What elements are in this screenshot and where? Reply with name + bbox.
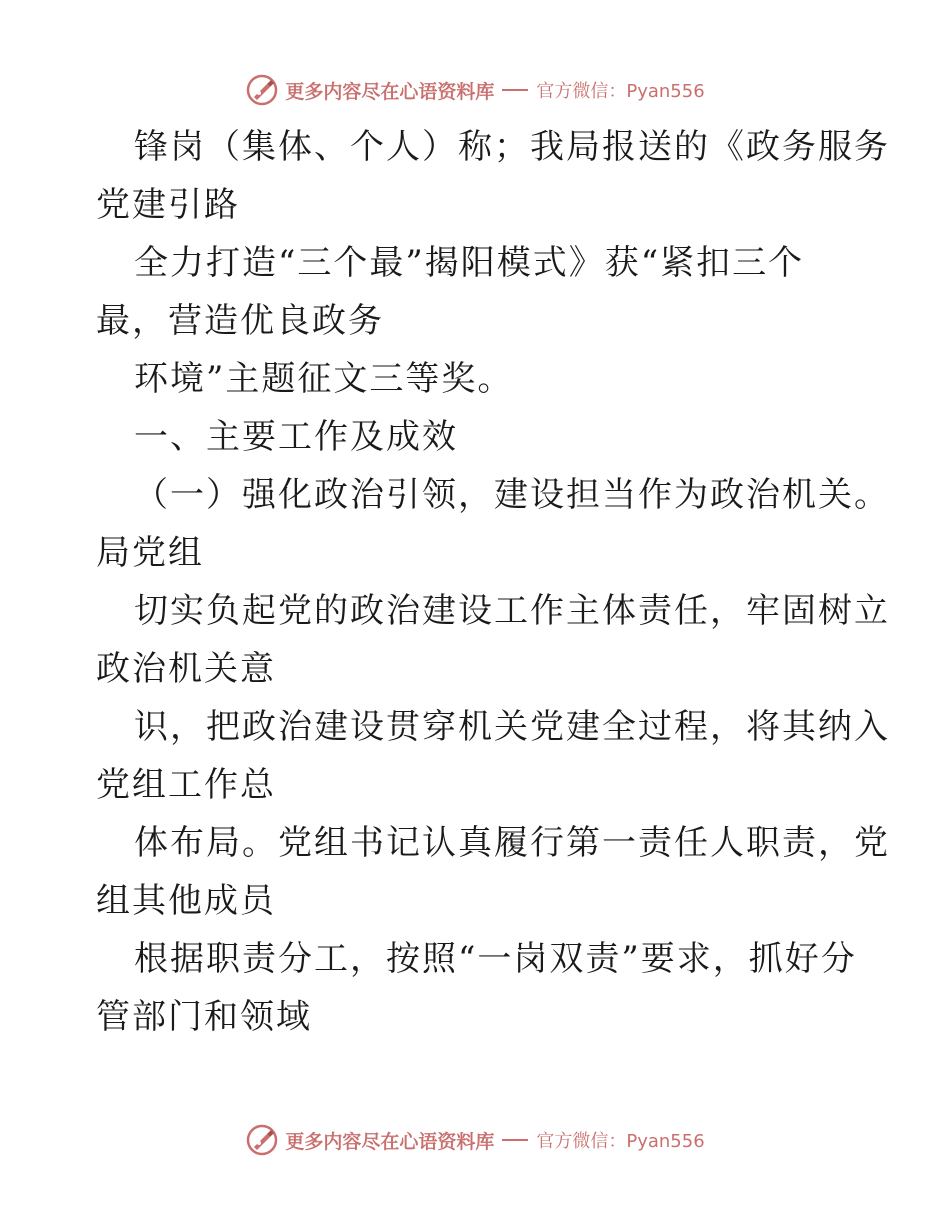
watermark-sub-text: 官方微信：Pyan556 (536, 1131, 705, 1152)
watermark-sub-text: 官方微信：Pyan556 (536, 81, 705, 102)
footer-watermark (0, 1120, 950, 1160)
body-line: 环境”主题征文三等奖。 (134, 359, 514, 399)
pen-logo-icon (245, 73, 279, 107)
subsection-heading: （一）强化政治引领，建设担当作为政治机关。 (134, 475, 890, 515)
section-heading: 一、主要工作及成效 (134, 417, 458, 457)
watermark-main-text: 更多内容尽在心语资料库 (285, 1130, 495, 1153)
body-line: 组其他成员 (96, 881, 276, 921)
body-line: 识，把政治建设贯穿机关党建全过程，将其纳入 (134, 707, 890, 747)
body-line: 管部门和领域 (96, 997, 312, 1037)
watermark-dash (502, 1139, 528, 1141)
watermark-dash (502, 89, 528, 91)
watermark-main-text: 更多内容尽在心语资料库 (285, 80, 495, 103)
body-line: 政治机关意 (96, 649, 276, 689)
pen-logo-icon (245, 1123, 279, 1157)
body-line: 体布局。党组书记认真履行第一责任人职责，党 (134, 823, 890, 863)
body-line: 党组工作总 (96, 765, 276, 805)
body-line: 切实负起党的政治建设工作主体责任，牢固树立 (134, 591, 890, 631)
body-line: 党建引路 (96, 185, 240, 225)
header-watermark (0, 70, 950, 110)
body-line: 全力打造“三个最”揭阳模式》获“紧扣三个 (134, 243, 805, 283)
document-body (96, 118, 890, 1046)
body-line: 最，营造优良政务 (96, 301, 384, 341)
body-line: 局党组 (96, 533, 204, 573)
body-line: 锋岗（集体、个人）称；我局报送的《政务服务 (134, 127, 890, 167)
body-line: 根据职责分工，按照“一岗双责”要求，抓好分 (134, 939, 857, 979)
